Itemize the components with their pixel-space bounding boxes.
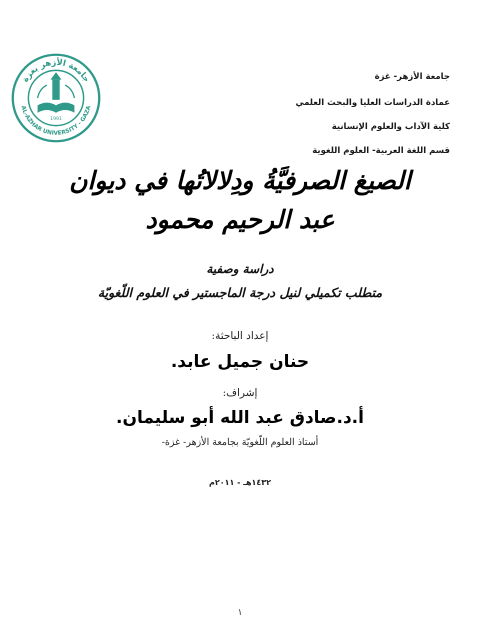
prepared-by-label: إعداد الباحثة: [211,330,269,342]
deanship-name: عمادة الدراسات العليا والبحث العلمي [295,98,450,108]
student-name: حنان جميل عابد. [170,352,310,372]
thesis-title-line-1: الصيغ الصرفيَّةُ ودِلالاتُها في ديوان [69,166,411,195]
department-name: قسم اللغة العربية- العلوم اللغوية [312,146,450,156]
degree-requirement: متطلب تكميلي لنيل درجة الماجستير في العلوم اللّغويّة [97,285,383,300]
supervision-label: إشراف: [222,387,258,399]
study-type: دراسة وصفية [206,262,274,276]
thesis-title-line-2: عبد الرحيم محمود [145,205,335,234]
university-name: جامعة الأزهر- غزة [374,72,450,82]
supervisor-name: أ.د.صادق عبد الله أبو سليمان. [116,408,364,428]
faculty-name: كلية الآداب والعلوم الإنسانية [331,122,450,132]
svg-text:AL-AZHAR UNIVERSITY - GAZA: AL-AZHAR UNIVERSITY - GAZA [19,105,93,137]
svg-text:1991: 1991 [50,117,62,123]
thesis-date: ١٤٣٢هـ - ٢٠١١م [208,478,272,487]
university-seal-logo [10,52,102,144]
supervisor-title: أستاذ العلوم اللّغويّة بجامعة الأزهر- غزة- [161,437,319,448]
svg-text:جامعة الأزهر بغزة: جامعة الأزهر بغزة [19,56,93,84]
page-number: ١ [237,608,243,618]
